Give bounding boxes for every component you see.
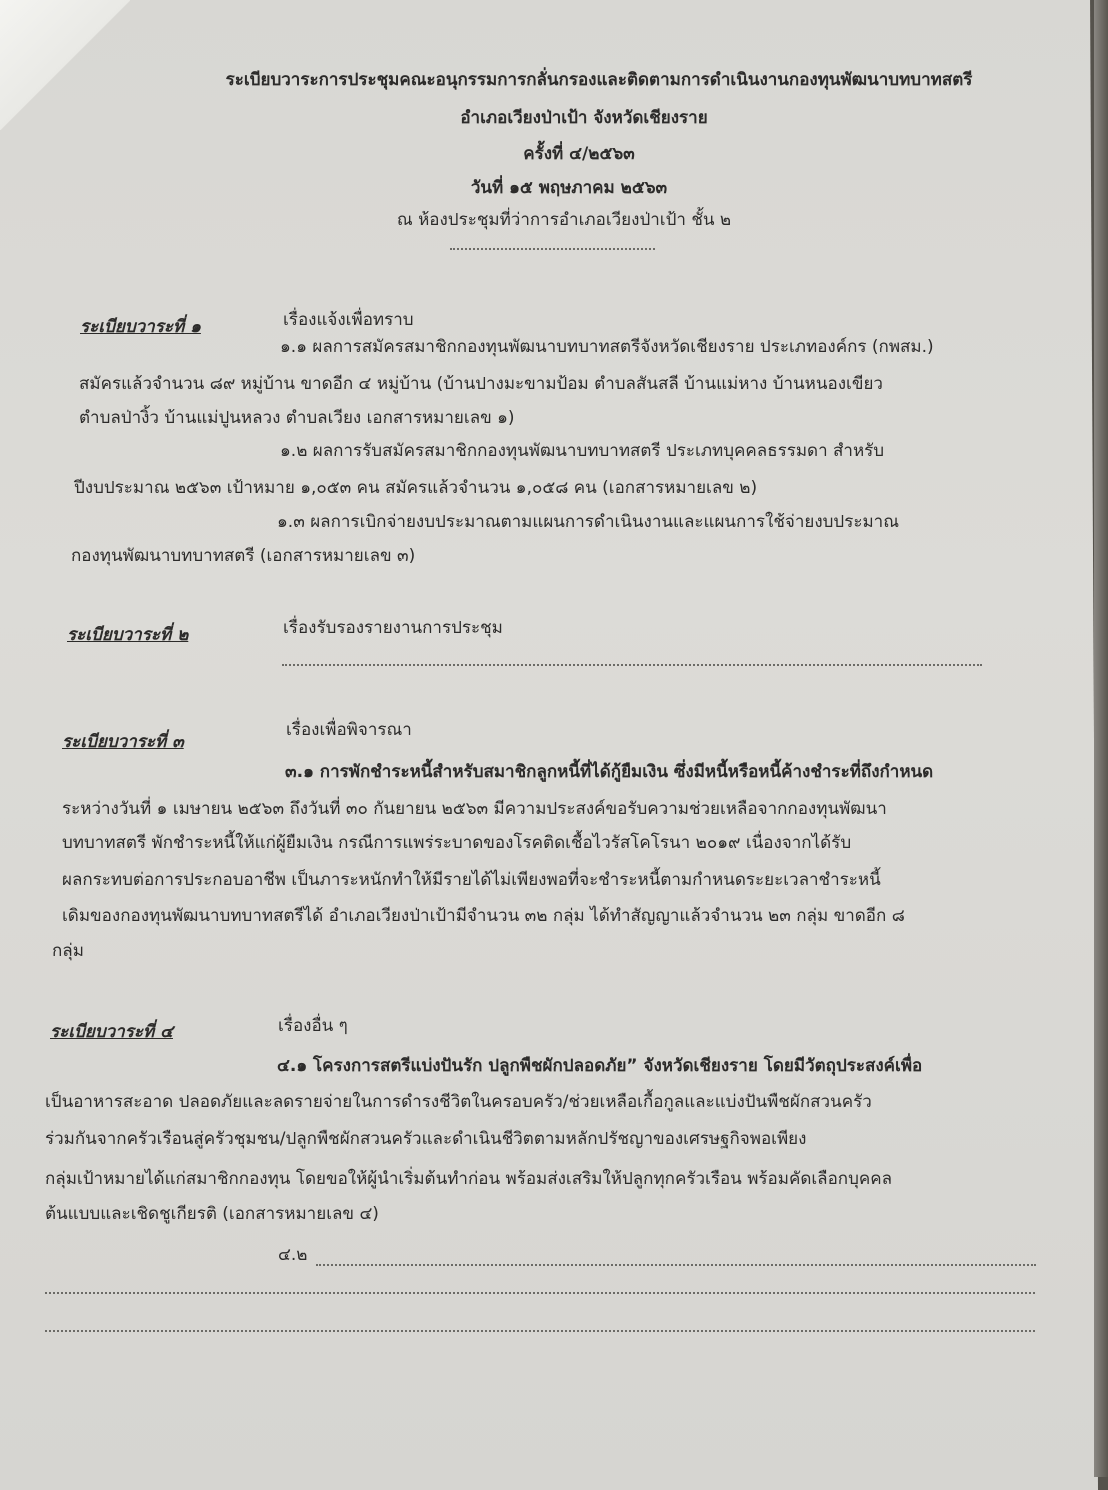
agenda-4-item-2: ๔.๒	[278, 1245, 308, 1265]
agenda-4-topic: เรื่องอื่น ๆ	[278, 1016, 348, 1036]
agenda-4-blank-line-3	[45, 1330, 1035, 1332]
agenda-3-topic: เรื่องเพื่อพิจารณา	[286, 720, 412, 740]
agenda-1-item-1-line-3: ตำบลป่างิ้ว บ้านแม่ปูนหลวง ตำบลเวียง เอกสารหมายเลข ๑)	[79, 408, 515, 428]
document-title: ระเบียบวาระการประชุมคณะอนุกรรมการกลั่นกรองและติดตามการดำเนินงานกองทุนพัฒนาบทบาทสตรี	[225, 70, 973, 90]
venue-line: ณ ห้องประชุมที่ว่าการอำเภอเวียงป่าเป้า ชั้น ๒	[396, 210, 732, 230]
agenda-4-line-5: ต้นแบบและเชิดชูเกียรติ (เอกสารหมายเลข ๔)	[45, 1204, 379, 1224]
agenda-4-line-4: กลุ่มเป้าหมายได้แก่สมาชิกกองทุน โดยขอให้ผู้นำเริ่มต้นทำก่อน พร้อมส่งเสริมให้ปลูกทุกครัวเรือน พร้อมคัดเลือกบุคคล	[45, 1169, 893, 1189]
agenda-3-line-4: ผลกระทบต่อการประกอบอาชีพ เป็นภาระหนักทำให้มีรายได้ไม่เพียงพอที่จะชำระหนี้ตามกำหนดระยะเวลาชำระหนี้	[62, 870, 881, 890]
agenda-2-blank-line	[282, 664, 982, 666]
agenda-4-blank-line-2	[45, 1292, 1035, 1294]
agenda-3-line-5: เดิมของกองทุนพัฒนาบทบาทสตรีได้ อำเภอเวียงป่าเป้ามีจำนวน ๓๒ กลุ่ม ได้ทำสัญญาแล้วจำนวน ๒๓ กลุ่ม ขาดอีก ๘	[62, 906, 905, 926]
agenda-4-blank-line-1	[316, 1264, 1036, 1266]
session-line: ครั้งที่ ๔/๒๕๖๓	[523, 144, 635, 164]
agenda-3-line-6: กลุ่ม	[52, 941, 84, 961]
agenda-4-label: ระเบียบวาระที่ ๔	[50, 1022, 173, 1042]
agenda-3-line-1: ๓.๑ การพักชำระหนี้สำหรับสมาชิกลูกหนี้ที่ได้กู้ยืมเงิน ซึ่งมีหนี้หรือหนี้ค้างชำระที่ถึงกำหนด	[285, 762, 934, 782]
agenda-3-line-3: บทบาทสตรี พักชำระหนี้ให้แก่ผู้ยืมเงิน กรณีการแพร่ระบาดของโรคติดเชื้อไวรัสโคโรนา ๒๐๑๙ เนื่องจากได้รับ	[62, 833, 852, 853]
agenda-2-label: ระเบียบวาระที่ ๒	[67, 625, 189, 645]
agenda-1-item-1-line-2: สมัครแล้วจำนวน ๘๙ หมู่บ้าน ขาดอีก ๔ หมู่บ้าน (บ้านปางมะขามป้อม ตำบลสันสลี บ้านแม่หาง บ้านหนองเขียว	[79, 374, 883, 394]
agenda-4-line-1: ๔.๑ โครงการสตรีแบ่งปันรัก ปลูกพืชผักปลอดภัย” จังหวัดเชียงราย โดยมีวัตถุประสงค์เพื่อ	[277, 1056, 923, 1076]
agenda-1-label: ระเบียบวาระที่ ๑	[80, 317, 201, 337]
agenda-2-topic: เรื่องรับรองรายงานการประชุม	[283, 618, 503, 638]
agenda-3-label: ระเบียบวาระที่ ๓	[62, 732, 184, 752]
header-divider	[450, 248, 655, 250]
agenda-1-item-3-line-1: ๑.๓ ผลการเบิกจ่ายงบประมาณตามแผนการดำเนินงานและแผนการใช้จ่ายงบประมาณ	[277, 512, 899, 532]
agenda-4-line-2: เป็นอาหารสะอาด ปลอดภัยและลดรายจ่ายในการดำรงชีวิตในครอบครัว/ช่วยเหลือเกื้อกูลและแบ่งปันพืชผักสวนครัว	[45, 1092, 872, 1112]
agenda-1-item-2-line-2: ปีงบประมาณ ๒๕๖๓ เป้าหมาย ๑,๐๕๓ คน สมัครแล้วจำนวน ๑,๐๕๘ คน (เอกสารหมายเลข ๒)	[74, 478, 758, 498]
agenda-1-topic: เรื่องแจ้งเพื่อทราบ	[283, 310, 414, 330]
agenda-4-line-3: ร่วมกันจากครัวเรือนสู่ครัวชุมชน/ปลูกพืชผักสวนครัวและดำเนินชีวิตตามหลักปรัชญาของเศรษฐกิจพอเพียง	[45, 1129, 807, 1149]
agenda-3-line-2: ระหว่างวันที่ ๑ เมษายน ๒๕๖๓ ถึงวันที่ ๓๐ กันยายน ๒๕๖๓ มีความประสงค์ขอรับความช่วยเหลือจากกองทุนพัฒนา	[62, 799, 887, 819]
agenda-1-item-2-line-1: ๑.๒ ผลการรับสมัครสมาชิกกองทุนพัฒนาบทบาทสตรี ประเภทบุคคลธรรมดา สำหรับ	[280, 441, 885, 461]
agenda-1-item-3-line-2: กองทุนพัฒนาบทบาทสตรี (เอกสารหมายเลข ๓)	[71, 546, 416, 566]
agenda-1-item-1-line-1: ๑.๑ ผลการสมัครสมาชิกกองทุนพัฒนาบทบาทสตรีจังหวัดเชียงราย ประเภทองค์กร (กพสม.)	[280, 337, 934, 357]
district-line: อำเภอเวียงป่าเป้า จังหวัดเชียงราย	[460, 108, 708, 128]
date-line: วันที่ ๑๕ พฤษภาคม ๒๕๖๓	[470, 178, 668, 198]
